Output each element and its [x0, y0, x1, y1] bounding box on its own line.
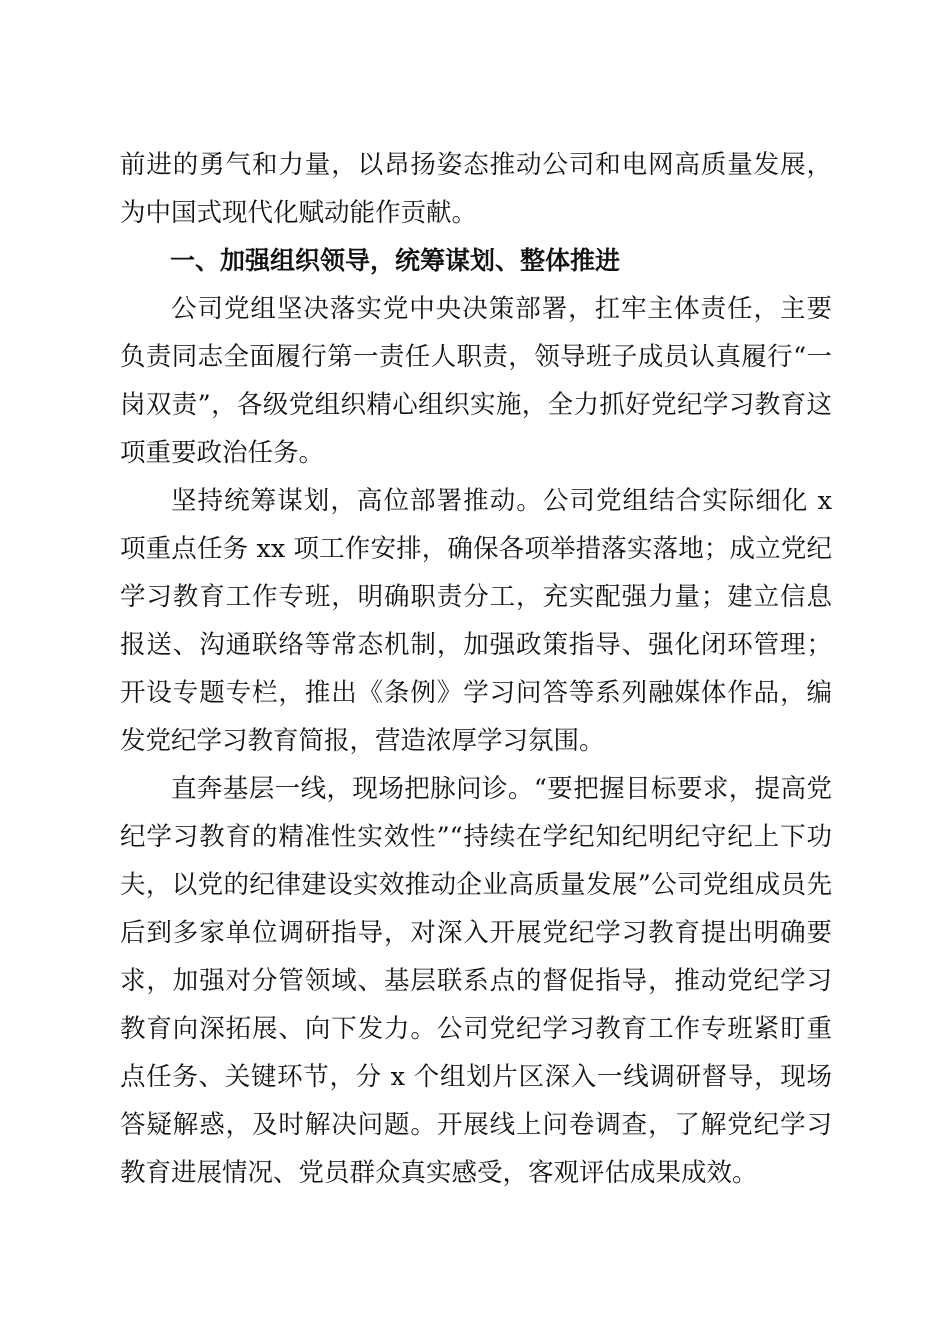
- section-heading: 一、加强组织领导，统筹谋划、整体推进: [170, 246, 621, 275]
- paragraph-planning: 坚持统筹谋划，高位部署推动。公司党组结合实际细化 x 项重点任务 xx 项工作安排，确保各项举措落实落地；成立党纪学习教育工作专班，明确职责分工，充实配强力量；建立信息报送、沟通联络等常态机制，加强政策指导、强化闭环管理；开设专题专栏，推出《条例》学习问答等系列融媒体作品，编发党纪学习教育简报，营造浓厚学习氛围。: [120, 486, 832, 756]
- paragraph-responsibility: 公司党组坚决落实党中央决策部署，扛牢主体责任，主要负责同志全面履行第一责任人职责，领导班子成员认真履行“一岗双责”，各级党组织精心组织实施，全力抓好党纪学习教育这项重要政治任务。: [120, 294, 832, 468]
- paragraph-grassroots: 直奔基层一线，现场把脉问诊。“要把握目标要求，提高党纪学习教育的精准性实效性”“持续在学纪知纪明纪守纪上下功夫，以党的纪律建设实效推动企业高质量发展”公司党组成员先后到多家单位调研指导，对深入开展党纪学习教育提出明确要求，加强对分管领域、基层联系点的督促指导，推动党纪学习教育向深拓展、向下发力。公司党纪学习教育工作专班紧盯重点任务、关键环节，分 x 个组划片区深入一线调研督导，现场答疑解惑，及时解决问题。开展线上问卷调查，了解党纪学习教育进展情况、党员群众真实感受，客观评估成果成效。: [120, 774, 832, 1188]
- paragraph-continued: 前进的勇气和力量，以昂扬姿态推动公司和电网高质量发展，为中国式现代化赋动能作贡献。: [120, 150, 832, 228]
- document-body: [120, 141, 832, 1197]
